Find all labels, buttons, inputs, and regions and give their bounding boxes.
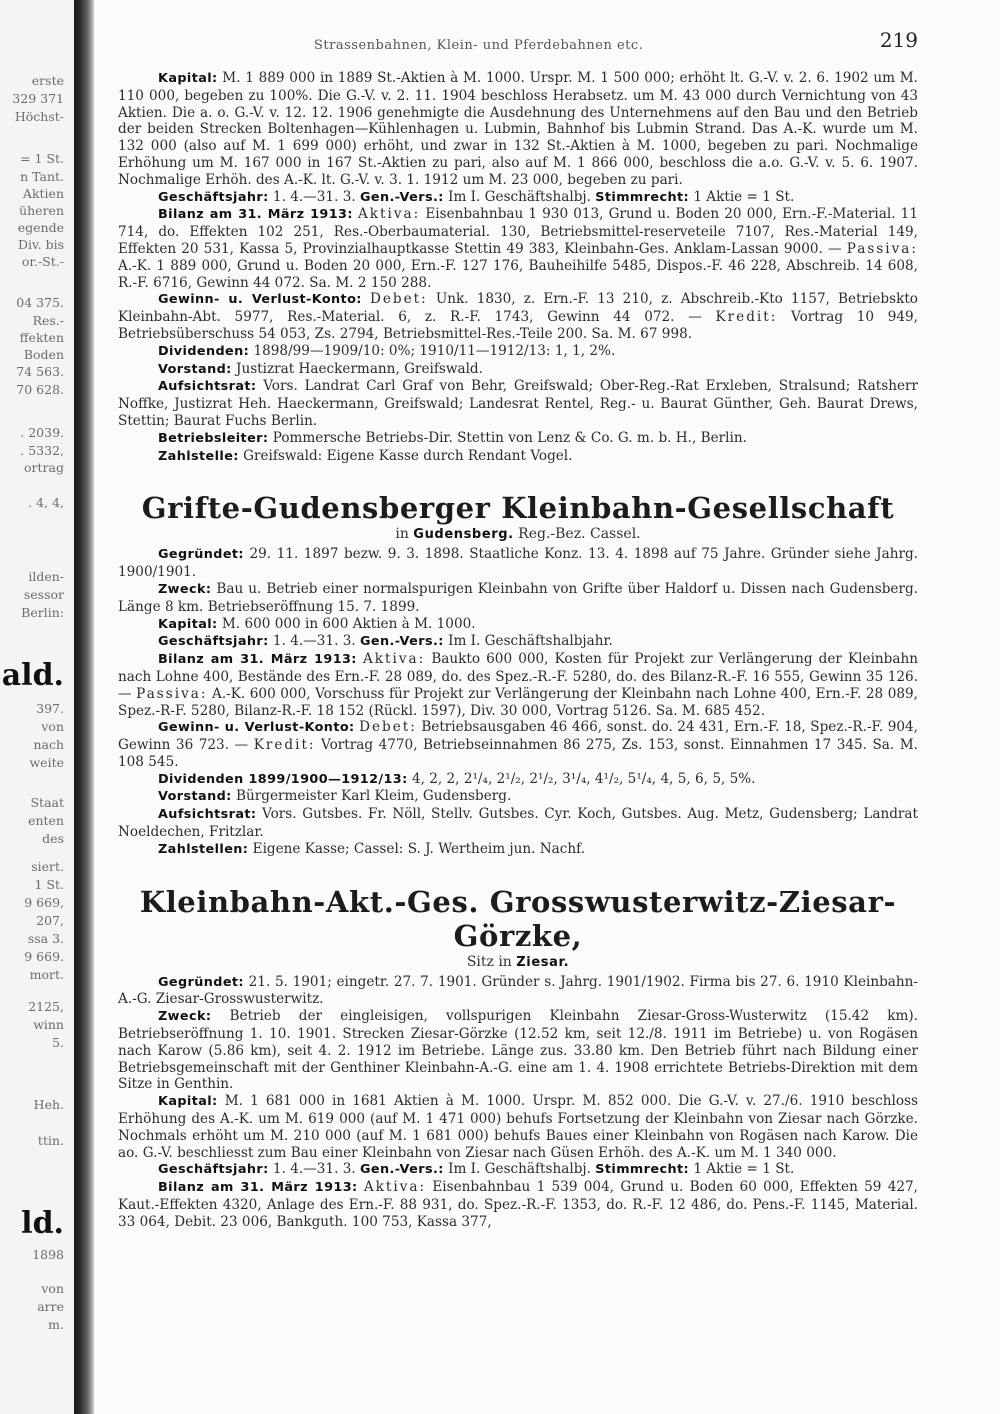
margin-fragment: von bbox=[41, 1281, 64, 1296]
aktiva-word: Aktiva: bbox=[357, 206, 421, 223]
entry-aufsichtsrat bbox=[118, 806, 918, 841]
entry-zweck bbox=[118, 1008, 918, 1093]
field-label: Gen.-Vers.: bbox=[360, 189, 444, 205]
margin-fragment: Boden bbox=[23, 347, 64, 362]
entry-dividenden bbox=[118, 343, 918, 361]
margin-fragment: arre bbox=[37, 1299, 64, 1314]
field-value: 1 Aktie = 1 St. bbox=[693, 188, 795, 205]
field-label: Bilanz am 31. März 1913: bbox=[158, 207, 353, 223]
seat-region: Reg.-Bez. Cassel. bbox=[518, 526, 641, 543]
page-header bbox=[118, 30, 918, 70]
previous-page-margin bbox=[0, 0, 78, 1414]
field-label: Geschäftsjahr: bbox=[158, 634, 269, 650]
entry-zweck bbox=[118, 581, 918, 616]
page-content bbox=[118, 30, 918, 1231]
margin-fragment: ilden- bbox=[28, 569, 64, 584]
margin-fragment: . 4, 4, bbox=[28, 495, 64, 510]
field-value: Im I. Geschäftshalbjahr. bbox=[448, 633, 613, 650]
margin-fragment: ld. bbox=[21, 1206, 64, 1241]
field-value: 1. 4.—31. 3. bbox=[272, 633, 356, 650]
entry-bilanz bbox=[118, 651, 918, 719]
field-label: Kapital: bbox=[158, 71, 218, 86]
margin-fragment: = 1 St. bbox=[20, 151, 64, 166]
field-value: Vortrag 10 949, Betriebsüberschuss 54 053, Zs. 2794, Betriebsmittel-Res.-Teile 200. Sa. M. 67 998. bbox=[118, 309, 918, 342]
entry-aufsichtsrat bbox=[118, 378, 918, 429]
field-label: Kapital: bbox=[158, 1094, 218, 1110]
passiva-word: Passiva: bbox=[846, 240, 918, 257]
entry-betriebsleiter bbox=[118, 430, 918, 448]
aktiva-word: Aktiva: bbox=[362, 651, 426, 668]
field-value: Pommersche Betriebs-Dir. Stettin von Lenz & Co. G. m. b. H., Berlin. bbox=[272, 429, 747, 446]
field-value: M. 600 000 in 600 Aktien à M. 1000. bbox=[221, 615, 476, 632]
margin-fragment: Staat bbox=[30, 795, 64, 810]
field-label: Geschäftsjahr: bbox=[158, 1162, 269, 1178]
field-label: Gen.-Vers.: bbox=[360, 634, 444, 650]
company-seat bbox=[118, 525, 918, 544]
margin-fragment: ttin. bbox=[37, 1133, 64, 1148]
field-value: 1 Aktie = 1 St. bbox=[693, 1161, 795, 1178]
margin-fragment: ssa 3. bbox=[27, 931, 64, 946]
entry-kapital bbox=[118, 1093, 918, 1161]
field-label: Aufsichtsrat: bbox=[158, 807, 257, 823]
company-entry-grosswusterwitz-ziesar-goerzke bbox=[118, 885, 918, 1231]
entry-guv bbox=[118, 291, 918, 342]
field-label: Dividenden: bbox=[158, 343, 250, 359]
field-value: Bürgermeister Karl Kleim, Gudensberg. bbox=[236, 788, 512, 805]
field-value: Eisenbahnbau 1 539 004, Grund u. Boden 60 000, Effekten 59 427, Kaut.-Effekten 4320, Anlage des Ern.-F. 88 931, do. Spez.-R.-F. 1353, do. R.-F. 12 486, do. Pens.-F. 1145, Material. 33 064, Debit. 23 006, Bankguth. 100 753, Kassa 377, bbox=[118, 1179, 918, 1230]
margin-fragment: 329 371 bbox=[12, 91, 64, 106]
margin-fragment: siert. bbox=[31, 859, 64, 874]
margin-fragment: . 5332, bbox=[20, 443, 64, 458]
debet-word: Debet: bbox=[369, 291, 428, 308]
margin-fragment: or.-St.- bbox=[21, 254, 64, 269]
field-label: Vorstand: bbox=[158, 361, 232, 377]
entry-vorstand bbox=[118, 361, 918, 379]
margin-fragment: Berlin: bbox=[21, 605, 64, 620]
entry-bilanz bbox=[118, 1179, 918, 1230]
entry-vorstand bbox=[118, 788, 918, 806]
field-value: Baukto 600 000, Kosten für Projekt zur Verlängerung der Kleinbahn nach Lohne 400, Bestände des Ern.-F. 28 089, do. des Spez.-R.-F. 5280, do. des Bilanz-R.-F. 16 555, Gewinn 35 126. — bbox=[118, 651, 918, 702]
margin-fragment: 1 St. bbox=[34, 877, 64, 892]
margin-fragment: üheren bbox=[19, 203, 64, 218]
margin-fragment: von bbox=[41, 719, 64, 734]
margin-fragment: mort. bbox=[29, 967, 64, 982]
margin-fragment: enten bbox=[28, 813, 64, 828]
margin-fragment: Aktien bbox=[22, 186, 64, 201]
field-label: Vorstand: bbox=[158, 789, 232, 805]
margin-fragment: Div. bis bbox=[18, 237, 64, 252]
field-label: Bilanz am 31. März 1913: bbox=[158, 652, 357, 668]
margin-fragment: m. bbox=[48, 1317, 64, 1332]
field-label: Stimmrecht: bbox=[595, 189, 689, 205]
entry-geschaeftsjahr bbox=[118, 633, 918, 651]
margin-fragment: 207, bbox=[36, 913, 64, 928]
entry-zahlstelle bbox=[118, 448, 918, 466]
margin-fragment: Höchst- bbox=[14, 109, 64, 124]
margin-fragment: Heh. bbox=[33, 1097, 64, 1112]
margin-fragment: sessor bbox=[23, 587, 64, 602]
field-label: Gewinn- u. Verlust-Konto: bbox=[158, 720, 355, 736]
seat-prefix: in bbox=[395, 526, 409, 543]
company-seat bbox=[118, 953, 918, 972]
field-value: Vortrag 4770, Betriebseinnahmen 86 275, Zs. 153, sonst. Einnahmen 17 345. Sa. M. 108 545. bbox=[118, 737, 918, 770]
entry-gegruendet bbox=[118, 974, 918, 1009]
margin-fragment: . 2039. bbox=[20, 425, 64, 440]
field-label: Zahlstellen: bbox=[158, 841, 249, 857]
field-value: Unk. 1830, z. Ern.-F. 13 210, z. Abschreib.-Kto 1157, Betriebskto Kleinbahn-Abt. 5977, Res.-Material. 6, z. R.-F. 1743, Gewinn 44 072. — bbox=[118, 291, 918, 326]
entry-guv bbox=[118, 719, 918, 770]
field-value: Betrieb der eingleisigen, vollspurigen Kleinbahn Ziesar-Gross-Wusterwitz (15.42 km). Betriebseröffnung 1. 10. 1901. Strecken Ziesar-Görzke (12.52 km, seit 12./8. 1911 im Betriebe) u. von Rogäsen nach Karow (5.86 km), seit 4. 2. 1912 im Betriebe. Länge zus. 33.80 km. Den Betrieb führt nach Bildung einer Betriebsgemeinschaft mit der Genthiner Kleinbahn-A.-G. eine am 1. 4. 1908 errichtete Betriebs-Direktion mit dem Sitze in Genthin. bbox=[118, 1008, 918, 1093]
field-value: Vors. Landrat Carl Graf von Behr, Greifswald; Ober-Reg.-Rat Erxleben, Stralsund; Ratsherr Noffke, Justizrat Heh. Haeckermann, Greifswald; Landesrat Rentel, Reg.- u. Baurat Günther, Geh. Baurat Drews, Stettin; Baurat Fuchs Berlin. bbox=[118, 378, 918, 429]
field-value: Vors. Gutsbes. Fr. Nöll, Stellv. Gutsbes. Cyr. Koch, Gutsbes. Aug. Metz, Gudensberg; Landrat Noeldechen, Fritzlar. bbox=[118, 806, 919, 841]
field-label: Gewinn- u. Verlust-Konto: bbox=[158, 292, 362, 308]
field-value: Justizrat Haeckermann, Greifswald. bbox=[236, 360, 483, 377]
entry-kapital bbox=[118, 616, 918, 634]
margin-fragment: erste bbox=[31, 73, 64, 88]
margin-fragment: 70 628. bbox=[16, 382, 64, 397]
margin-fragment: ortrag bbox=[24, 460, 64, 475]
field-value: Eisenbahnbau 1 930 013, Grund u. Boden 20 000, Ern.-F.-Material. 11 714, do. Effekten 102 251, Res.-Oberbaumaterial. 130, Betriebsmittel-reserveteile 7107, Res.-Material 149, Effekten 20 531, Kassa 5, Provinzialhauptkasse Stettin 49 383, Kleinbahn-Ges. Anklam-Lassan 9000. — bbox=[118, 206, 918, 257]
margin-fragment: 9 669. bbox=[24, 949, 64, 964]
margin-fragment: 5. bbox=[52, 1035, 64, 1050]
margin-fragment: des bbox=[42, 831, 64, 846]
company-title: Grifte-Gudensberger Kleinbahn-Gesellschaft bbox=[141, 491, 895, 526]
entry-dividenden bbox=[118, 771, 918, 789]
entry-geschaeftsjahr bbox=[118, 189, 918, 207]
margin-fragment: ald. bbox=[1, 658, 64, 693]
field-label: Gegründet: bbox=[158, 547, 244, 563]
field-value: M. 1 681 000 in 1681 Aktien à M. 1000. Urspr. M. 852 000. Die G.-V. v. 27./6. 1910 beschloss Erhöhung des A.-K. um M. 619 000 (auf M. 1 471 000) behufs Fortsetzung der Kleinbahn von Ziesar nach Görzke. Nochmals erhöht um M. 210 000 (auf M. 1 681 000) behufs Baues einer Kleinbahn von Rogäsen nach Karow. Die ao. G.-V. beschliesst zum Bau einer Kleinbahn von Ziesar nach Güsen Erhöh. des A.-K. um M. 1 340 000. bbox=[118, 1093, 918, 1161]
field-value: Eigene Kasse; Cassel: S. J. Wertheim jun. Nachf. bbox=[252, 840, 586, 857]
field-label: Zweck: bbox=[158, 581, 212, 597]
field-label: Zweck: bbox=[158, 1009, 212, 1025]
margin-fragment: 04 375. bbox=[16, 295, 64, 310]
margin-fragment: n Tant. bbox=[20, 169, 64, 184]
margin-fragment: 2125, bbox=[28, 999, 64, 1014]
field-label: Aufsichtsrat: bbox=[158, 379, 257, 395]
field-value: 21. 5. 1901; eingetr. 27. 7. 1901. Gründer s. Jahrg. 1901/1902. Firma bis 27. 6. 1910 Kleinbahn-A.-G. Ziesar-Grosswusterwitz. bbox=[118, 973, 918, 1008]
margin-fragment: 9 669, bbox=[24, 895, 64, 910]
field-value: 29. 11. 1897 bezw. 9. 3. 1898. Staatliche Konz. 13. 4. 1898 auf 75 Jahre. Gründer siehe Jahrg. 1900/1901. bbox=[118, 546, 918, 581]
field-label: Zahlstelle: bbox=[158, 448, 239, 464]
entry-geschaeftsjahr bbox=[118, 1161, 918, 1179]
field-label: Gen.-Vers.: bbox=[360, 1162, 444, 1178]
passiva-word: Passiva: bbox=[136, 685, 208, 702]
field-label: Geschäftsjahr: bbox=[158, 189, 269, 205]
company-title: Kleinbahn-Akt.-Ges. Grosswusterwitz-Ziesar-Görzke, bbox=[139, 884, 897, 953]
field-value: A.-K. 1 889 000, Grund u. Boden 20 000, Ern.-F. 127 176, Bauheihilfe 5485, Dispos.-F. 46 228, Abschreib. 14 608, R.-F. 6716, Gewinn 44 072. Sa. M. 2 150 288. bbox=[118, 257, 918, 291]
running-title: Strassenbahnen, Klein- und Pferdebahnen etc. bbox=[314, 38, 644, 53]
field-value: Bau u. Betrieb einer normalspurigen Kleinbahn von Grifte über Haldorf u. Dissen nach Gudensberg. Länge 8 km. Betriebseröffnung 15. 7. 1899. bbox=[118, 580, 918, 615]
field-value: 4, 2, 2, 2¹/₄, 2¹/₂, 2¹/₂, 3¹/₄, 4¹/₂, 5¹/₄, 4, 5, 6, 5, 5%. bbox=[411, 770, 756, 787]
margin-fragment: 74 563. bbox=[16, 364, 64, 379]
field-value: Im I. Geschäftshalbj. bbox=[448, 188, 591, 205]
margin-fragment: 1898 bbox=[32, 1247, 64, 1262]
field-label: Kapital: bbox=[158, 616, 218, 632]
seat-prefix: Sitz in bbox=[466, 953, 512, 970]
seat-place: Gudensberg. bbox=[413, 527, 514, 543]
book-binding-shadow bbox=[74, 0, 94, 1414]
field-label: Dividenden 1899/1900—1912/13: bbox=[158, 771, 408, 787]
margin-fragment: ffekten bbox=[19, 330, 64, 345]
field-label: Betriebsleiter: bbox=[158, 430, 269, 446]
entry-kapital bbox=[118, 70, 918, 189]
field-value: 1898/99—1909/10: 0%; 1910/11—1912/13: 1, 1, 2%. bbox=[253, 342, 616, 359]
entry-bilanz bbox=[118, 206, 918, 291]
field-value: Im I. Geschäftshalbj. bbox=[448, 1161, 591, 1178]
kredit-word: Kredit: bbox=[253, 737, 316, 754]
margin-fragment: weite bbox=[29, 755, 64, 770]
company-entry-continued bbox=[118, 70, 918, 465]
debet-word: Debet: bbox=[359, 719, 417, 736]
margin-fragment: egende bbox=[17, 220, 64, 235]
company-entry-grifte-gudensberg bbox=[118, 491, 918, 858]
field-value: Greifswald: Eigene Kasse durch Rendant Vogel. bbox=[243, 447, 573, 464]
entry-zahlstellen bbox=[118, 841, 918, 859]
aktiva-word: Aktiva: bbox=[363, 1179, 427, 1196]
field-label: Bilanz am 31. März 1913: bbox=[158, 1180, 358, 1196]
field-label: Stimmrecht: bbox=[595, 1162, 689, 1178]
field-value: 1. 4.—31. 3. bbox=[272, 1161, 356, 1178]
page-number: 219 bbox=[879, 28, 918, 52]
field-value: M. 1 889 000 in 1889 St.-Aktien à M. 1000. Urspr. M. 1 500 000; erhöht lt. G.-V. v. 2. 6. 1902 um M. 110 000, begeben zu 100%. Die G.-V. v. 2. 11. 1904 beschloss Herabsetz. um M. 43 000 durch Vernichtung von 43 Aktien. Die a. o. G.-V. v. 12. 12. 1906 genehmigte die Ausdehnung des Unternehmens auf den Bau und den Betrieb der beiden Strecken Boltenhagen—Kühlenhagen u. Lubmin, Bahnhof bis Lubmin Strand. Das A.-K. wurde um M. 132 000 (also auf M. 1 699 000) erhöht, und zwar in 132 St.-Aktien à M. 1000, begeben zu pari. Nochmalige Erhöhung um M. 167 000 in 167 St.-Aktien zu pari, also auf M. 1 866 000, beschloss die a.o. G.-V. v. 5. 6. 1907. Nochmalige Erhöh. des A.-K. lt. G.-V. v. 3. 1. 1912 um M. 23 000, begeben zu pari. bbox=[118, 70, 919, 188]
margin-fragment: Res.- bbox=[32, 313, 64, 328]
margin-fragment: winn bbox=[33, 1017, 64, 1032]
entry-gegruendet bbox=[118, 546, 918, 581]
kredit-word: Kredit: bbox=[715, 309, 778, 326]
margin-fragment: nach bbox=[33, 737, 64, 752]
margin-fragment: 397. bbox=[36, 701, 64, 716]
seat-place: Ziesar. bbox=[516, 954, 570, 970]
field-value: A.-K. 600 000, Vorschuss für Projekt zur Verlängerung der Kleinbahn nach Lohne 400, Ern.-F. 28 089, Spez.-R-F. 5280, Bilanz-R.-F. 18 152 (Rückl. 1597), Div. 30 000, Vortrag 5126. Sa. M. 685 452. bbox=[118, 685, 919, 719]
field-value: 1. 4.—31. 3. bbox=[272, 188, 356, 205]
field-label: Gegründet: bbox=[158, 974, 244, 990]
field-value: Betriebsausgaben 46 466, sonst. do. 24 431, Ern.-F. 18, Spez.-R.-F. 904, Gewinn 36 723. — bbox=[118, 719, 918, 754]
